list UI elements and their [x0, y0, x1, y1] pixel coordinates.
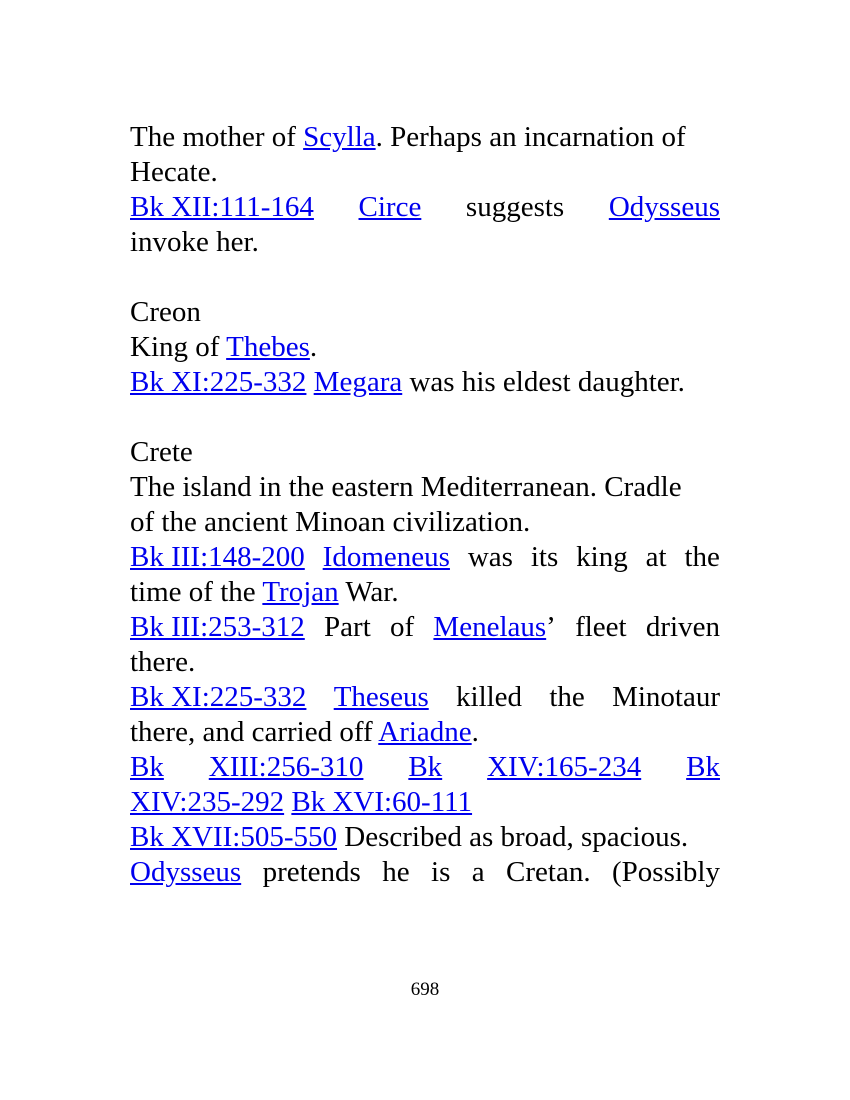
crataeis-reference-continuation: invoke her.	[130, 226, 259, 258]
crataeis-description-line2: Hecate.	[130, 156, 218, 188]
link-bk-iii-253-312[interactable]: Bk III:253-312	[130, 611, 305, 643]
crete-reference1-line	[130, 540, 720, 575]
crataeis-description-line1	[130, 120, 720, 155]
link-bk-xiv-235-292-part1[interactable]: Bk	[686, 751, 720, 783]
link-bk-xiv-165-234-part1[interactable]: Bk	[408, 751, 443, 783]
text-word: of	[390, 611, 415, 643]
text-word: the	[684, 541, 720, 573]
text-word: he	[382, 856, 410, 888]
creon-reference-line	[130, 365, 720, 400]
text-word: Minotaur	[612, 681, 720, 713]
text-fragment: . Perhaps an incarnation of	[375, 121, 686, 153]
crataeis-reference-line	[130, 190, 720, 225]
text-word: (Possibly	[612, 856, 720, 888]
text-word: Cretan.	[506, 856, 591, 888]
crete-reference5-line	[130, 820, 720, 855]
text-word: was	[467, 541, 513, 573]
crete-heading: Crete	[130, 436, 193, 468]
text-word: its	[530, 541, 559, 573]
crete-reference3-line	[130, 680, 720, 715]
text-fragment: was his eldest daughter.	[402, 366, 685, 398]
text-fragment: suggests	[465, 191, 565, 223]
crete-reference3-continuation	[130, 715, 720, 750]
text-word: at	[645, 541, 667, 573]
text-fragment: The island in the eastern Mediterranean. Cradle	[130, 471, 682, 503]
text-fragment: The mother of	[130, 121, 304, 153]
text-word: ’	[546, 611, 556, 643]
link-theseus[interactable]: Theseus	[333, 681, 429, 713]
entry-spacer	[130, 400, 720, 435]
link-odysseus[interactable]: Odysseus	[130, 856, 242, 888]
text-word: fleet	[575, 611, 627, 643]
text-word: driven	[645, 611, 720, 643]
link-idomeneus[interactable]: Idomeneus	[322, 541, 450, 573]
link-bk-xiv-235-292-part2[interactable]: XIV:235-292	[130, 786, 285, 818]
link-bk-iii-148-200[interactable]: Bk III:148-200	[130, 541, 305, 573]
link-bk-xvii-505-550[interactable]: Bk XVII:505-550	[130, 821, 338, 853]
entry-spacer	[130, 260, 720, 295]
link-bk-xi-225-332[interactable]: Bk XI:225-332	[130, 681, 307, 713]
creon-heading: Creon	[130, 296, 201, 328]
link-bk-xiii-256-310-part1[interactable]: Bk	[130, 751, 164, 783]
crete-reference1-continuation	[130, 575, 720, 610]
page-number: 698	[410, 979, 440, 1000]
text-fragment: Described as broad, spacious.	[337, 821, 689, 853]
text-fragment: time of the	[130, 576, 263, 608]
link-bk-xiv-165-234-part2[interactable]: XIV:165-234	[487, 751, 642, 783]
link-scylla[interactable]: Scylla	[303, 121, 376, 153]
crete-reference5-continuation	[130, 855, 720, 890]
crete-reference4-line	[130, 750, 720, 785]
glossary-entries	[130, 120, 720, 890]
link-megara[interactable]: Megara	[313, 366, 403, 398]
crete-reference4-continuation	[130, 785, 720, 820]
text-word: king	[576, 541, 628, 573]
text-word: killed	[456, 681, 523, 713]
link-trojan[interactable]: Trojan	[262, 576, 339, 608]
text-fragment: King of	[130, 331, 227, 363]
link-menelaus[interactable]: Menelaus	[433, 611, 547, 643]
link-ariadne[interactable]: Ariadne	[378, 716, 472, 748]
text-word: pretends	[262, 856, 361, 888]
creon-description	[130, 330, 720, 365]
text-fragment: .	[309, 331, 318, 363]
text-word: is	[431, 856, 451, 888]
link-thebes[interactable]: Thebes	[226, 331, 310, 363]
link-bk-xiii-256-310-part2[interactable]: XIII:256-310	[208, 751, 364, 783]
text-fragment: .	[471, 716, 479, 748]
crete-description-line1	[130, 470, 720, 505]
link-bk-xi-225-332[interactable]: Bk XI:225-332	[130, 366, 307, 398]
link-circe[interactable]: Circe	[358, 191, 422, 223]
text-word: Part	[324, 611, 371, 643]
text-word: a	[471, 856, 485, 888]
text-word: the	[549, 681, 585, 713]
crete-description-line2: of the ancient Minoan civilization.	[130, 506, 531, 538]
crete-reference2-line	[130, 610, 720, 645]
text-fragment: War.	[338, 576, 399, 608]
text-fragment: there, and carried off	[130, 716, 379, 748]
crete-reference2-continuation: there.	[130, 646, 196, 678]
link-odysseus[interactable]: Odysseus	[608, 191, 720, 223]
link-bk-xvi-60-111[interactable]: Bk XVI:60-111	[291, 786, 473, 818]
link-bk-xii-111-164[interactable]: Bk XII:111-164	[130, 191, 314, 223]
